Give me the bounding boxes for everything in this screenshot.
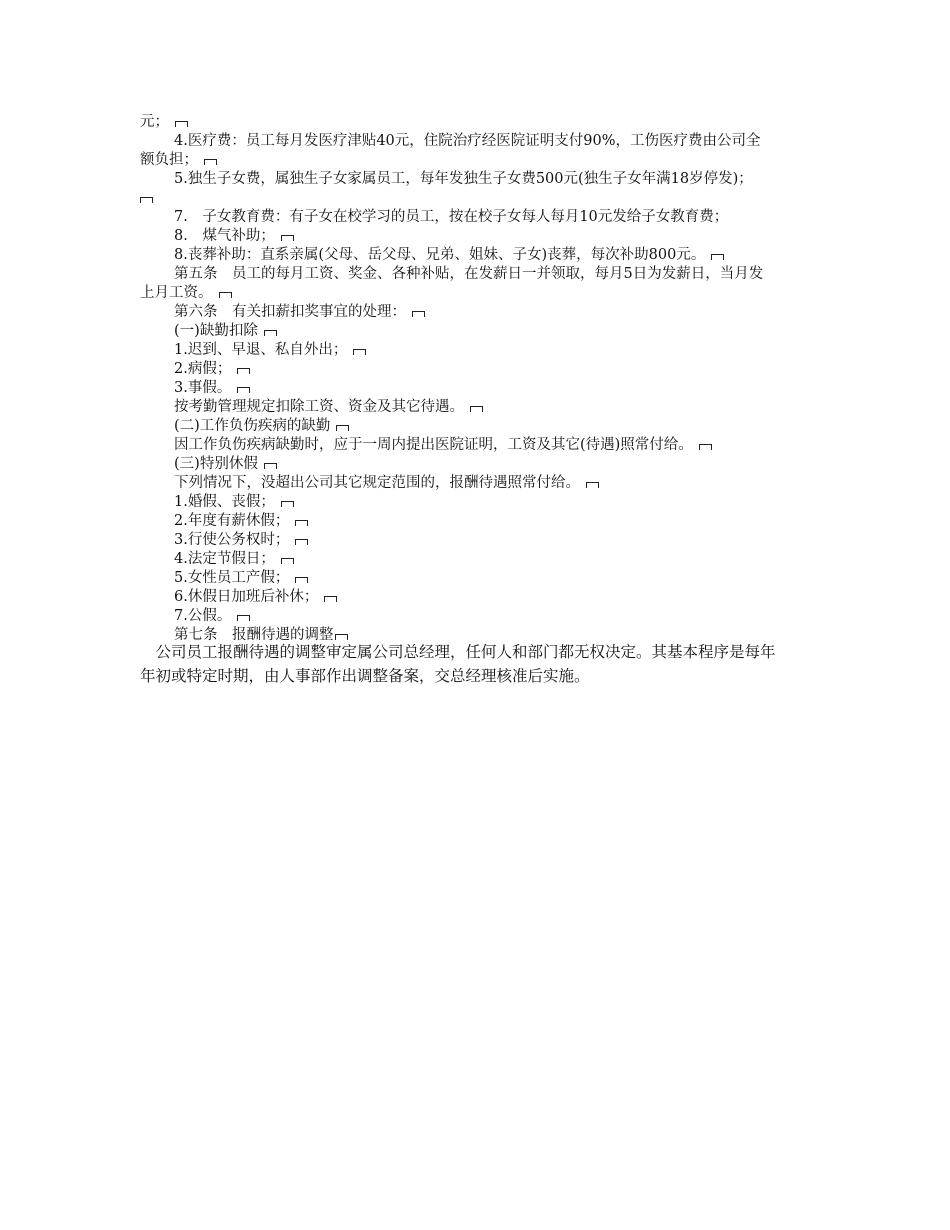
text-line: 2.年度有薪休假； — [174, 511, 308, 531]
paragraph-mark-icon — [586, 482, 599, 488]
text-line: (二)工作负伤疾病的缺勤 — [174, 416, 349, 436]
paragraph-mark-icon — [281, 501, 294, 507]
text-line: 8. 煤气补助； — [174, 226, 294, 246]
paragraph-mark-icon — [295, 539, 308, 545]
text-line: 7.公假。 — [174, 606, 250, 626]
paragraph-mark-icon — [711, 254, 724, 260]
text-line: 4.医疗费：员工每月发医疗津贴40元，住院治疗经医院证明支付90%，工伤医疗费由公司全 — [174, 133, 761, 149]
paragraph-mark-icon — [264, 330, 277, 336]
text-line: 3.行使公务权时； — [174, 530, 308, 550]
text-line: (三)特别休假 — [174, 454, 277, 474]
paragraph-mark-icon — [237, 387, 250, 393]
text-line: 5.女性员工产假； — [174, 568, 308, 588]
text-line: 2.病假； — [174, 359, 250, 379]
paragraph-mark-icon — [295, 520, 308, 526]
text-line: 年初或特定时期，由人事部作出调整备案，交总经理核准后实施。 — [140, 667, 590, 685]
text-line: 公司员工报酬待遇的调整审定属公司总经理，任何人和部门都无权决定。其基本程序是每年 — [140, 643, 776, 661]
paragraph-mark-icon — [281, 235, 294, 241]
paragraph-mark-icon — [324, 596, 337, 602]
text-line: 7. 子女教育费：有子女在校学习的员工，按在校子女每人每月10元发给子女教育费； — [174, 209, 729, 225]
paragraph-mark-icon — [237, 368, 250, 374]
text-line: 3.事假。 — [174, 378, 250, 398]
text-line: (一)缺勤扣除 — [174, 321, 277, 341]
paragraph-mark-icon — [336, 425, 349, 431]
paragraph-mark-icon — [295, 577, 308, 583]
paragraph-mark-icon — [175, 121, 188, 127]
text-line: 8.丧葬补助：直系亲属(父母、岳父母、兄弟、姐妹、子女)丧葬，每次补助800元。 — [174, 245, 724, 265]
paragraph-mark-icon — [204, 159, 217, 165]
text-line — [140, 188, 153, 208]
paragraph-mark-icon — [140, 197, 153, 203]
text-line: 上月工资。 — [140, 283, 232, 303]
paragraph-mark-icon — [237, 615, 250, 621]
text-line: 第六条 有关扣薪扣奖事宜的处理： — [174, 302, 425, 322]
text-line: 元； — [140, 112, 188, 132]
text-line: 下列情况下，没超出公司其它规定范围的，报酬待遇照常付给。 — [174, 473, 599, 493]
text-line: 第七条 报酬待遇的调整 — [174, 625, 348, 645]
text-line: 因工作负伤疾病缺勤时，应于一周内提出医院证明，工资及其它(待遇)照常付给。 — [174, 435, 712, 455]
paragraph-mark-icon — [281, 558, 294, 564]
text-line: 按考勤管理规定扣除工资、资金及其它待遇。 — [174, 397, 483, 417]
paragraph-mark-icon — [412, 311, 425, 317]
paragraph-mark-icon — [699, 444, 712, 450]
text-line: 额负担； — [140, 150, 217, 170]
paragraph-mark-icon — [353, 349, 366, 355]
text-line: 5.独生子女费，属独生子女家属员工，每年发独生子女费500元(独生子女年满18岁停发)； — [174, 171, 753, 187]
paragraph-mark-icon — [264, 463, 277, 469]
paragraph-mark-icon — [470, 406, 483, 412]
text-line: 第五条 员工的每月工资、奖金、各种补贴，在发薪日一并领取，每月5日为发薪日，当月发 — [174, 266, 764, 282]
text-line: 4.法定节假日； — [174, 549, 294, 569]
text-line: 6.休假日加班后补休； — [174, 587, 337, 607]
text-line: 1.婚假、丧假； — [174, 492, 294, 512]
text-line: 1.迟到、早退、私自外出； — [174, 340, 366, 360]
paragraph-mark-icon — [219, 292, 232, 298]
